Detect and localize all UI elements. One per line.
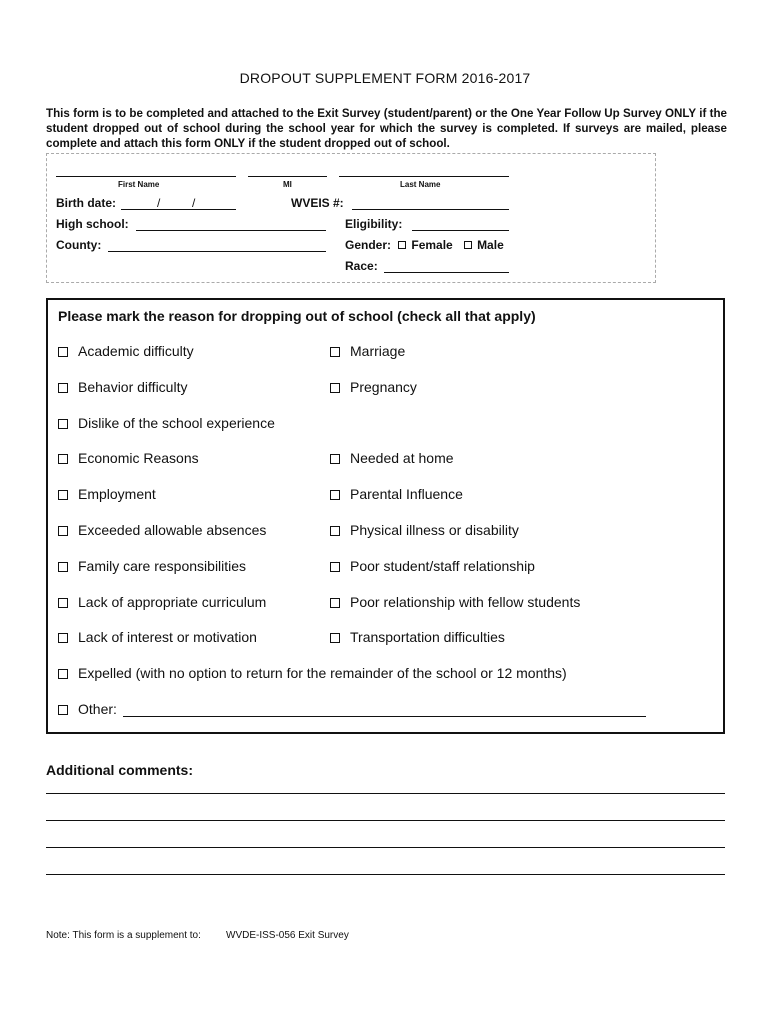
- checkbox-icon[interactable]: [330, 526, 340, 536]
- female-option[interactable]: [398, 238, 452, 252]
- checkbox-icon[interactable]: [330, 454, 340, 464]
- reason-label: Economic Reasons: [78, 450, 199, 466]
- checkbox-icon[interactable]: [58, 526, 68, 536]
- gender-label: Gender:: [345, 238, 392, 252]
- reasons-title: Please mark the reason for dropping out of school (check all that apply): [58, 308, 536, 324]
- male-label: Male: [477, 238, 504, 252]
- checkbox-icon[interactable]: [58, 383, 68, 393]
- form-title: DROPOUT SUPPLEMENT FORM 2016-2017: [239, 70, 531, 86]
- reason-option-needed-home[interactable]: [330, 450, 454, 466]
- reason-option-expelled[interactable]: [58, 665, 567, 681]
- last-name-label: Last Name: [400, 180, 441, 189]
- form-instructions: This form is to be completed and attached to the Exit Survey (student/parent) or the One Year Follow Up Survey ONLY if the student dropped out of school during the school year for which the survey is completed. If surveys are mailed, please complete and attach this form ONLY if the student dropped out of school.: [46, 107, 727, 150]
- comment-line[interactable]: [46, 847, 725, 848]
- reason-option-family-care[interactable]: [58, 558, 246, 574]
- reason-option-illness[interactable]: [330, 522, 519, 538]
- first-name-field[interactable]: [56, 176, 236, 177]
- reason-option-employment[interactable]: [58, 486, 156, 502]
- reason-option-pregnancy[interactable]: [330, 379, 417, 395]
- reason-label: Physical illness or disability: [350, 522, 519, 538]
- comment-line[interactable]: [46, 820, 725, 821]
- checkbox-icon[interactable]: [58, 419, 68, 429]
- reason-label: Academic difficulty: [78, 343, 194, 359]
- reason-label: Poor student/staff relationship: [350, 558, 535, 574]
- reason-label: Lack of interest or motivation: [78, 629, 257, 645]
- reason-label: Parental Influence: [350, 486, 463, 502]
- last-name-field[interactable]: [339, 176, 509, 177]
- reason-label: Lack of appropriate curriculum: [78, 594, 267, 610]
- checkbox-icon[interactable]: [330, 633, 340, 643]
- checkbox-icon[interactable]: [464, 241, 472, 249]
- comment-line[interactable]: [46, 793, 725, 794]
- reason-option-curriculum[interactable]: [58, 594, 266, 610]
- gender-row: [345, 238, 504, 252]
- checkbox-icon[interactable]: [398, 241, 406, 249]
- checkbox-icon[interactable]: [330, 598, 340, 608]
- male-option[interactable]: [464, 238, 504, 252]
- reason-label: Marriage: [350, 343, 406, 359]
- note-label: Note: This form is a supplement to:: [46, 930, 201, 941]
- reason-label: Family care responsibilities: [78, 558, 247, 574]
- reason-label: Needed at home: [350, 450, 454, 466]
- checkbox-icon[interactable]: [58, 347, 68, 357]
- eligibility-field[interactable]: [412, 230, 509, 231]
- note-value: WVDE-ISS-056 Exit Survey: [226, 930, 349, 941]
- date-separator: /: [157, 196, 161, 210]
- reason-option-dislike[interactable]: [58, 415, 275, 431]
- wveis-field[interactable]: [352, 209, 509, 210]
- checkbox-icon[interactable]: [58, 598, 68, 608]
- reason-option-staff-relationship[interactable]: [330, 558, 535, 574]
- mi-field[interactable]: [248, 176, 327, 177]
- race-label: Race:: [345, 259, 378, 273]
- reason-label: Expelled (with no option to return for the remainder of the school or 12 months): [78, 665, 567, 681]
- reason-label: Behavior difficulty: [78, 379, 188, 395]
- checkbox-icon[interactable]: [58, 562, 68, 572]
- reason-option-academic[interactable]: [58, 343, 194, 359]
- reason-label: Employment: [78, 486, 156, 502]
- race-field[interactable]: [384, 272, 509, 273]
- eligibility-label: Eligibility:: [345, 217, 403, 231]
- female-label: Female: [411, 238, 453, 252]
- reason-label: Exceeded allowable absences: [78, 522, 267, 538]
- birth-date-field[interactable]: [121, 209, 236, 210]
- birth-date-label: Birth date:: [56, 196, 116, 210]
- reason-label: Transportation difficulties: [350, 629, 505, 645]
- checkbox-icon[interactable]: [330, 562, 340, 572]
- checkbox-icon[interactable]: [58, 705, 68, 715]
- reason-option-other[interactable]: [58, 701, 117, 717]
- county-field[interactable]: [108, 251, 326, 252]
- comment-line[interactable]: [46, 874, 725, 875]
- high-school-label: High school:: [56, 217, 129, 231]
- reason-option-economic[interactable]: [58, 450, 199, 466]
- county-label: County:: [56, 238, 102, 252]
- checkbox-icon[interactable]: [58, 669, 68, 679]
- reason-option-student-relationship[interactable]: [330, 594, 580, 610]
- reason-option-absences[interactable]: [58, 522, 266, 538]
- date-separator: /: [192, 196, 196, 210]
- checkbox-icon[interactable]: [330, 490, 340, 500]
- reason-option-behavior[interactable]: [58, 379, 187, 395]
- reason-label: Poor relationship with fellow students: [350, 594, 581, 610]
- reason-option-parental[interactable]: [330, 486, 463, 502]
- wveis-label: WVEIS #:: [291, 196, 344, 210]
- comments-title: Additional comments:: [46, 762, 194, 778]
- other-reason-field[interactable]: [123, 716, 646, 717]
- reason-label: Pregnancy: [350, 379, 417, 395]
- checkbox-icon[interactable]: [58, 454, 68, 464]
- reason-label: Dislike of the school experience: [78, 415, 275, 431]
- reason-option-marriage[interactable]: [330, 343, 405, 359]
- high-school-field[interactable]: [136, 230, 326, 231]
- reason-option-interest[interactable]: [58, 629, 257, 645]
- reason-label: Other:: [78, 701, 117, 717]
- reason-option-transportation[interactable]: [330, 629, 505, 645]
- mi-label: MI: [283, 180, 292, 189]
- checkbox-icon[interactable]: [58, 490, 68, 500]
- first-name-label: First Name: [118, 180, 160, 189]
- checkbox-icon[interactable]: [58, 633, 68, 643]
- checkbox-icon[interactable]: [330, 347, 340, 357]
- checkbox-icon[interactable]: [330, 383, 340, 393]
